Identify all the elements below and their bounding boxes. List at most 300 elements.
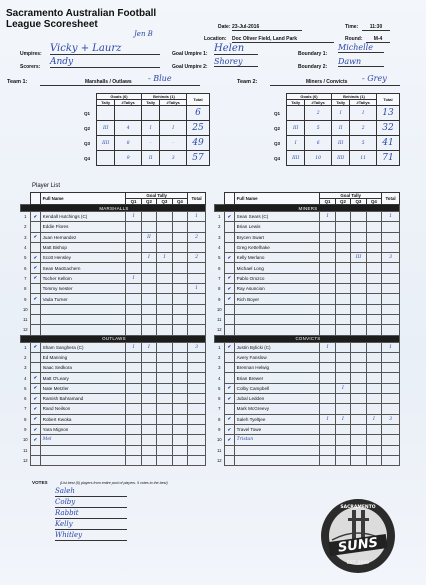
vote-entry: Saleh	[55, 486, 127, 497]
player-q2-tally	[335, 363, 350, 373]
player-number: 2	[218, 224, 221, 230]
player-row	[21, 253, 206, 263]
player-q3-tally	[351, 294, 366, 304]
player-q2-tally: I	[335, 383, 350, 393]
player-name: Michael Long	[234, 263, 320, 273]
player-row	[215, 273, 400, 283]
quarter-bn-cell: 5	[350, 136, 377, 151]
quarter-row	[78, 121, 210, 136]
team1-value: Marshalls / Outlaws	[85, 79, 132, 85]
player-q3-tally	[351, 284, 366, 294]
player-q2-tally	[335, 342, 350, 352]
player-q2-header: Q2	[141, 199, 156, 205]
player-name: Eddie Flores	[40, 222, 126, 232]
tally-header: Tally	[97, 100, 115, 106]
player-q3-tally	[157, 242, 172, 252]
player-checkmark: ✔	[225, 212, 235, 222]
player-number: 7	[218, 275, 221, 281]
player-number: 8	[24, 286, 27, 292]
suns-logo	[318, 496, 398, 576]
player-total	[188, 304, 206, 314]
player-q3-tally	[351, 424, 366, 434]
player-total	[188, 373, 206, 383]
player-total: 1	[188, 212, 206, 222]
quarter-bt-cell: IIII	[331, 151, 349, 166]
quarter-row	[268, 121, 400, 136]
player-name: Jubal Ledden	[234, 394, 320, 404]
player-q3-tally	[157, 263, 172, 273]
player-number: 9	[24, 427, 27, 433]
round-label: Round:	[345, 36, 363, 42]
player-q4-tally	[366, 294, 381, 304]
player-checkmark	[225, 352, 235, 362]
player-q4-tally	[172, 352, 187, 362]
player-q1-tally	[126, 414, 141, 424]
full-name-header: Full Name	[234, 193, 320, 205]
player-q1-tally	[126, 455, 141, 465]
player-q4-tally	[366, 325, 381, 335]
goal-umpire2-label: Goal Umpire 2:	[172, 64, 208, 70]
quarter-gn-cell: 9	[115, 151, 142, 166]
player-q4-tally	[366, 232, 381, 242]
player-row	[21, 304, 206, 314]
scorers-value: Andy	[50, 57, 160, 68]
player-q2-tally	[141, 304, 156, 314]
player-name: Justin Bylicki (C)	[234, 342, 320, 352]
player-q3-tally	[157, 212, 172, 222]
player-q2-tally	[141, 263, 156, 273]
tally-header: Tally	[141, 100, 159, 106]
player-total	[188, 314, 206, 324]
player-q2-tally	[335, 455, 350, 465]
player-q1-tally	[320, 424, 335, 434]
player-number: 11	[23, 317, 28, 323]
player-row	[215, 304, 400, 314]
team2-color: - Grey	[362, 74, 387, 83]
player-name: Pablo Orozco	[234, 273, 320, 283]
player-q2-tally	[141, 394, 156, 404]
player-total: 2	[188, 253, 206, 263]
player-q3-tally	[157, 232, 172, 242]
votes-note: (List best (5) players from entire pool of players. 5 votes to the best)	[60, 481, 168, 485]
team2-quarter-table	[268, 93, 400, 166]
player-name	[40, 304, 126, 314]
quarter-bn-cell: I	[350, 106, 377, 121]
quarter-gt-cell	[97, 106, 115, 121]
player-q3-tally	[157, 352, 172, 362]
player-row	[21, 435, 206, 445]
player-q1-tally	[126, 445, 141, 455]
player-total	[382, 404, 400, 414]
player-name: Mark McGreevy	[234, 404, 320, 414]
player-q1-tally	[320, 404, 335, 414]
player-q4-tally	[172, 263, 187, 273]
section-bar	[215, 335, 400, 342]
player-checkmark: ✔	[225, 383, 235, 393]
player-q1-tally	[320, 232, 335, 242]
player-number: 2	[218, 355, 221, 360]
player-total	[382, 242, 400, 252]
player-total	[382, 304, 400, 314]
player-name: Brennan Helwig	[234, 363, 320, 373]
player-checkmark: ✔	[31, 212, 41, 222]
player-q3-tally	[157, 445, 172, 455]
player-row	[215, 242, 400, 252]
player-checkmark: ✔	[31, 273, 41, 283]
player-q1-tally	[126, 435, 141, 445]
player-number: 10	[216, 306, 222, 312]
player-row	[215, 342, 400, 352]
player-number: 12	[22, 327, 28, 333]
player-q3-tally	[351, 342, 366, 352]
player-checkmark: ✔	[31, 404, 41, 414]
player-total	[188, 394, 206, 404]
player-q4-tally	[172, 445, 187, 455]
player-q3-tally	[351, 263, 366, 273]
player-q3-tally	[351, 304, 366, 314]
player-total	[382, 383, 400, 393]
title-line1: Sacramento Australian Football	[6, 8, 157, 19]
player-name	[40, 455, 126, 465]
round-value: M-4	[366, 36, 390, 43]
quarter-bt-cell: I	[331, 106, 349, 121]
player-q3-tally	[157, 435, 172, 445]
player-total	[382, 222, 400, 232]
player-row	[215, 404, 400, 414]
player-name: Brian Lewis	[234, 222, 320, 232]
player-q1-tally	[320, 253, 335, 263]
player-q1-tally	[126, 325, 141, 335]
player-number: 10	[22, 437, 28, 443]
player-checkmark: ✔	[225, 294, 235, 304]
tally-header: Tally	[287, 100, 305, 106]
player-q2-tally	[335, 445, 350, 455]
goal-umpire1-label: Goal Umpire 1:	[172, 51, 208, 57]
player-total	[382, 284, 400, 294]
player-q2-tally	[335, 242, 350, 252]
player-q2-tally	[141, 273, 156, 283]
player-checkmark	[31, 363, 41, 373]
player-row	[215, 424, 400, 434]
suns-logo-est: EST. 2009	[346, 561, 370, 566]
quarter-gn-cell: 4	[115, 121, 142, 136]
player-q3-tally	[351, 445, 366, 455]
player-q2-tally	[335, 424, 350, 434]
player-checkmark: ✔	[225, 394, 235, 404]
player-row	[215, 212, 400, 222]
player-q2-tally	[335, 325, 350, 335]
player-total	[382, 273, 400, 283]
player-row	[21, 424, 206, 434]
player-total	[382, 352, 400, 362]
player-q1-tally	[320, 352, 335, 362]
player-q4-tally	[172, 232, 187, 242]
player-q4-tally	[172, 294, 187, 304]
player-total	[188, 455, 206, 465]
player-q1-tally	[126, 232, 141, 242]
player-q1-tally	[126, 352, 141, 362]
player-num-header	[21, 193, 31, 205]
quarter-total-cell: 6	[187, 106, 210, 121]
player-q3-tally	[351, 414, 366, 424]
team2-value: Miners / Convicts	[306, 79, 348, 85]
suns-logo-ring-text: SACRAMENTO	[340, 505, 376, 510]
player-q2-tally	[141, 294, 156, 304]
player-row	[21, 325, 206, 335]
player-number: 4	[24, 375, 27, 381]
player-row	[215, 284, 400, 294]
player-total	[382, 373, 400, 383]
player-q2-tally	[335, 404, 350, 414]
player-q2-tally	[335, 253, 350, 263]
player-number: 1	[24, 214, 27, 220]
quarter-label: Q2	[83, 125, 90, 131]
quarter-bt-cell: I	[141, 121, 159, 136]
player-q4-tally	[366, 424, 381, 434]
player-number: 11	[217, 317, 222, 323]
player-q4-tally	[366, 394, 381, 404]
player-name: Isaac Sedkora	[40, 363, 126, 373]
player-total	[382, 314, 400, 324]
player-q1-tally	[320, 455, 335, 465]
player-q3-header: Q3	[351, 199, 366, 205]
player-q1-tally	[320, 273, 335, 283]
player-number: 8	[218, 286, 221, 292]
player-q2-header: Q2	[335, 199, 350, 205]
boundary2-value: Dawn	[338, 57, 384, 67]
player-row	[215, 414, 400, 424]
quarter-label: Q2	[273, 125, 280, 131]
ntallys-header: #Tallys	[115, 100, 142, 106]
player-q4-tally	[172, 304, 187, 314]
player-checkmark	[31, 304, 41, 314]
player-q1-tally	[320, 363, 335, 373]
player-name	[234, 445, 320, 455]
vote-entry: Colby	[55, 497, 127, 508]
player-total: 1	[188, 284, 206, 294]
team1-line	[40, 74, 200, 86]
player-total	[188, 352, 206, 362]
player-checkmark	[225, 325, 235, 335]
player-name: Matt O'Leary	[40, 373, 126, 383]
player-name: Juan Hernandez	[40, 232, 126, 242]
quarter-row	[268, 136, 400, 151]
quarter-corner	[78, 94, 97, 106]
player-number: 8	[218, 416, 221, 422]
quarter-corner	[268, 94, 287, 106]
section-bar	[21, 205, 206, 212]
player-row	[215, 314, 400, 324]
player-row	[215, 222, 400, 232]
player-name: Rand Neilson	[40, 404, 126, 414]
player-q1-tally	[320, 394, 335, 404]
player-row	[21, 242, 206, 252]
votes-label: VOTES	[32, 480, 48, 485]
player-checkmark	[225, 404, 235, 414]
quarter-label: Q3	[83, 140, 90, 146]
player-name	[234, 455, 320, 465]
suns-logo-name: SUNS	[337, 535, 380, 556]
player-row	[215, 325, 400, 335]
player-checkmark	[31, 242, 41, 252]
player-q4-tally	[366, 253, 381, 263]
player-total	[188, 383, 206, 393]
player-number: 4	[24, 245, 27, 251]
player-row	[21, 222, 206, 232]
time-value: 11:30	[362, 24, 390, 31]
player-number: 7	[24, 406, 27, 412]
player-q2-tally	[141, 352, 156, 362]
player-q1-header: Q1	[126, 199, 141, 205]
player-q4-tally	[172, 455, 187, 465]
player-row	[21, 404, 206, 414]
player-q2-tally	[141, 424, 156, 434]
team2-player-table	[214, 192, 400, 466]
quarter-bn-cell: 2	[350, 121, 377, 136]
player-q2-tally	[335, 284, 350, 294]
player-checkmark: ✔	[225, 424, 235, 434]
player-q4-tally	[172, 383, 187, 393]
player-total	[188, 404, 206, 414]
player-total	[382, 424, 400, 434]
quarter-bn-cell: I	[160, 121, 187, 136]
player-q2-tally	[335, 294, 350, 304]
player-total	[188, 294, 206, 304]
player-q4-tally	[366, 455, 381, 465]
quarter-total-cell: 25	[187, 121, 210, 136]
player-q2-tally	[141, 222, 156, 232]
player-q4-tally	[366, 383, 381, 393]
team1-player-table	[20, 192, 206, 466]
player-name: Robert Kwoka	[40, 414, 126, 424]
player-checkmark: ✔	[225, 435, 235, 445]
player-row	[21, 414, 206, 424]
player-q2-tally: II	[141, 232, 156, 242]
player-row	[21, 273, 206, 283]
player-checkmark	[225, 445, 235, 455]
player-q1-tally: I	[320, 414, 335, 424]
player-q1-tally: I	[126, 342, 141, 352]
quarter-row	[268, 151, 400, 166]
ntallys-header: #Tallys	[350, 100, 377, 106]
player-q1-header: Q1	[320, 199, 335, 205]
player-row	[21, 342, 206, 352]
player-q4-tally	[366, 342, 381, 352]
player-total	[382, 232, 400, 242]
player-total: 1	[382, 342, 400, 352]
player-row	[21, 352, 206, 362]
player-total: 2	[188, 232, 206, 242]
player-q3-tally	[351, 242, 366, 252]
player-q3-tally	[157, 404, 172, 414]
player-q2-tally	[335, 222, 350, 232]
quarter-total-cell: 32	[377, 121, 400, 136]
player-q1-tally	[126, 404, 141, 414]
quarter-total-cell: 13	[377, 106, 400, 121]
player-q2-tally	[141, 435, 156, 445]
player-q3-tally	[351, 373, 366, 383]
total-header: Total	[377, 94, 400, 106]
player-checkmark: ✔	[31, 435, 41, 445]
player-row	[21, 373, 206, 383]
player-name: Sean Sears (C)	[234, 212, 320, 222]
player-q3-tally	[351, 314, 366, 324]
player-q3-tally	[351, 435, 366, 445]
player-checkmark: ✔	[225, 342, 235, 352]
quarter-gt-cell: IIII	[97, 136, 115, 151]
player-number: 6	[218, 396, 221, 402]
quarter-label: Q3	[273, 140, 280, 146]
player-name	[234, 304, 320, 314]
player-q4-tally	[172, 212, 187, 222]
player-checkmark: ✔	[31, 424, 41, 434]
player-number: 4	[218, 375, 221, 381]
player-q4-tally	[366, 242, 381, 252]
player-check-header	[31, 193, 41, 205]
player-total	[188, 273, 206, 283]
player-q4-tally	[172, 342, 187, 352]
vote-entry: Whitley	[55, 530, 127, 541]
player-total	[382, 445, 400, 455]
section-bar	[21, 335, 206, 342]
player-q2-tally	[335, 435, 350, 445]
quarter-bt-cell: II	[331, 121, 349, 136]
player-name: Scott Hensley	[40, 253, 126, 263]
player-number: 7	[218, 406, 221, 412]
player-checkmark	[225, 263, 235, 273]
player-q4-tally	[172, 404, 187, 414]
player-row	[215, 363, 400, 373]
player-q1-tally	[126, 314, 141, 324]
player-checkmark	[225, 373, 235, 383]
quarter-gn-cell: 6	[305, 136, 332, 151]
player-q1-tally	[320, 314, 335, 324]
quarter-row	[78, 136, 210, 151]
player-row	[215, 445, 400, 455]
quarter-gt-cell: III	[287, 121, 305, 136]
player-total-header: Total	[382, 193, 400, 205]
player-row	[215, 352, 400, 362]
player-q2-tally	[335, 352, 350, 362]
player-row	[21, 394, 206, 404]
total-header: Total	[187, 94, 210, 106]
quarter-label: Q4	[83, 155, 90, 161]
player-total	[382, 263, 400, 273]
player-name	[40, 325, 126, 335]
player-row	[21, 455, 206, 465]
player-q1-tally	[126, 294, 141, 304]
quarter-label: Q4	[273, 155, 280, 161]
section-name: MINERS	[215, 205, 400, 212]
player-name: Tristan	[234, 435, 320, 445]
player-name: Ramish Bahramand	[40, 394, 126, 404]
full-name-header: Full Name	[40, 193, 126, 205]
player-q1-tally	[320, 242, 335, 252]
player-row	[215, 394, 400, 404]
player-q4-tally	[172, 363, 187, 373]
player-q1-tally	[126, 284, 141, 294]
player-q2-tally	[335, 263, 350, 273]
player-number: 4	[218, 245, 221, 251]
player-q2-tally	[335, 394, 350, 404]
quarter-total-cell: 57	[187, 151, 210, 166]
player-q4-tally	[172, 414, 187, 424]
behinds-header: Behinds (1)	[141, 94, 186, 100]
player-q1-tally	[320, 325, 335, 335]
quarter-gn-cell: 5	[305, 121, 332, 136]
player-total: 3	[382, 414, 400, 424]
player-total: 3	[382, 253, 400, 263]
